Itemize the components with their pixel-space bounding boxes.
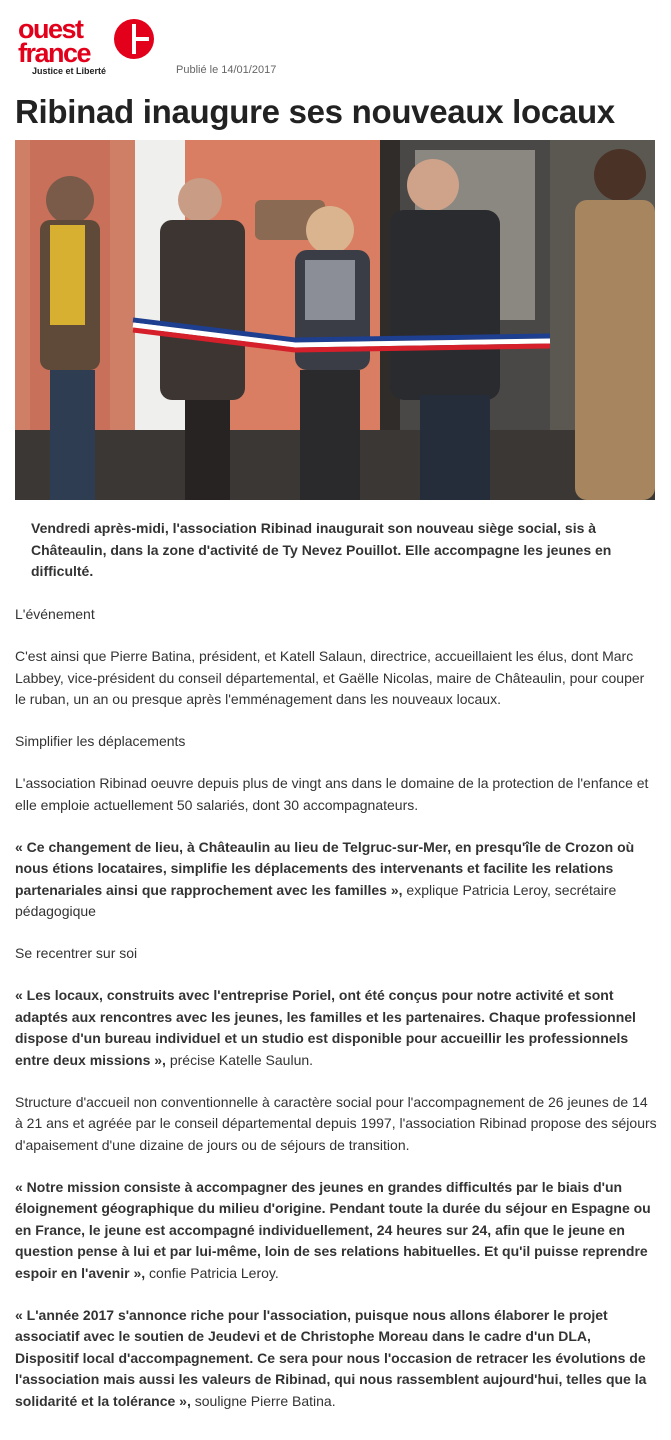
article-photo (15, 140, 655, 500)
subhead-recentrer: Se recentrer sur soi (15, 945, 138, 961)
logo-word-france: france (18, 38, 91, 68)
quote-paragraph (15, 1177, 657, 1285)
ouest-france-logo[interactable] (16, 14, 156, 78)
quote-text: « Notre mission consiste à accompagner des jeunes en grandes difficultés par le biais d'un éloignement géographique du milieu d'origine. Pendant toute la durée du séjour en Espagne ou en France, le jeune est accompagné individuellement, 24 heures sur 24, afin que le jeune en question pense à lui et par lui-même, loin de ses relations habituelles. Et qu'il puisse reprendre espoir en l'avenir », (15, 1178, 651, 1281)
subhead-evenement: L'événement (15, 606, 95, 622)
quote-paragraph (15, 1305, 657, 1413)
logo-word-ouest: ouest (18, 14, 83, 44)
publication-date: Publié le 14/01/2017 (176, 64, 277, 76)
quote-attribution: précise Katelle Saulun. (165, 1051, 314, 1068)
article-title: Ribinad inaugure ses nouveaux locaux (15, 93, 615, 130)
ribbon-cutting-photo (15, 140, 655, 500)
quote-text: « Les locaux, construits avec l'entreprise Poriel, ont été conçus pour notre activité et sont adaptés aux rencontres avec les jeunes, les familles et les partenaires. Chaque professionnel dispose d'un bureau individuel et un studio est disponible pour accueillir les professionnels entre deux missions », (15, 987, 636, 1068)
quote-text: « Ce changement de lieu, à Châteaulin au lieu de Telgruc-sur-Mer, en presqu'île de Crozon où nous étions locataires, simplifie les déplacements des intervenants et facilite les relations partenariales ainsi que rapprochement avec les familles », (15, 838, 635, 898)
paragraph: C'est ainsi que Pierre Batina, président, et Katell Salaun, directrice, accueillaient les élus, dont Marc Labbey, vice-président du conseil départemental, et Gaëlle Nicolas, maire de Châteaulin, pour couper le ruban, un an ou presque après l'emménagement dans les nouveaux locaux. (15, 648, 645, 707)
logo-tagline: Justice et Liberté (32, 66, 107, 76)
quote-attribution: explique Patricia Leroy, secrétaire pédagogique (15, 881, 617, 919)
logo-cross-icon (113, 18, 155, 60)
quote-attribution: souligne Pierre Batina. (190, 1392, 336, 1409)
article-body (15, 604, 657, 1433)
quote-paragraph (15, 985, 657, 1071)
article-lede: Vendredi après-midi, l'association Ribinad inaugurait son nouveau siège social, sis à Châteaulin, dans la zone d'activité de Ty Nevez Pouillot. Elle accompagne les jeunes en difficulté. (31, 520, 612, 579)
masthead (16, 14, 656, 78)
paragraph: L'association Ribinad oeuvre depuis plus de vingt ans dans le domaine de la protection de l'enfance et elle emploie actuellement 50 salariés, dont 30 accompagnateurs. (15, 775, 649, 813)
subhead-deplacements: Simplifier les déplacements (15, 733, 186, 749)
quote-attribution: confie Patricia Leroy. (145, 1264, 279, 1281)
quote-text: « L'année 2017 s'annonce riche pour l'association, puisque nous allons élaborer le projet associatif avec le soutien de Jeudevi et de Christophe Moreau dans le cadre d'un DLA, Dispositif local d'accompagnement. Ce sera pour nous l'occasion de retracer les évolutions de l'association mais aussi les valeurs de Ribinad, qui nous rassemblent aujourd'hui, telles que la solidarité et la tolérance », (15, 1306, 647, 1409)
paragraph: Structure d'accueil non conventionnelle à caractère social pour l'accompagnement de 26 jeunes de 14 à 21 ans et agréée par le conseil départemental depuis 1997, l'association Ribinad propose des séjours d'apaisement d'une dizaine de jours ou de séjours de transition. (15, 1093, 657, 1153)
quote-paragraph (15, 837, 657, 923)
